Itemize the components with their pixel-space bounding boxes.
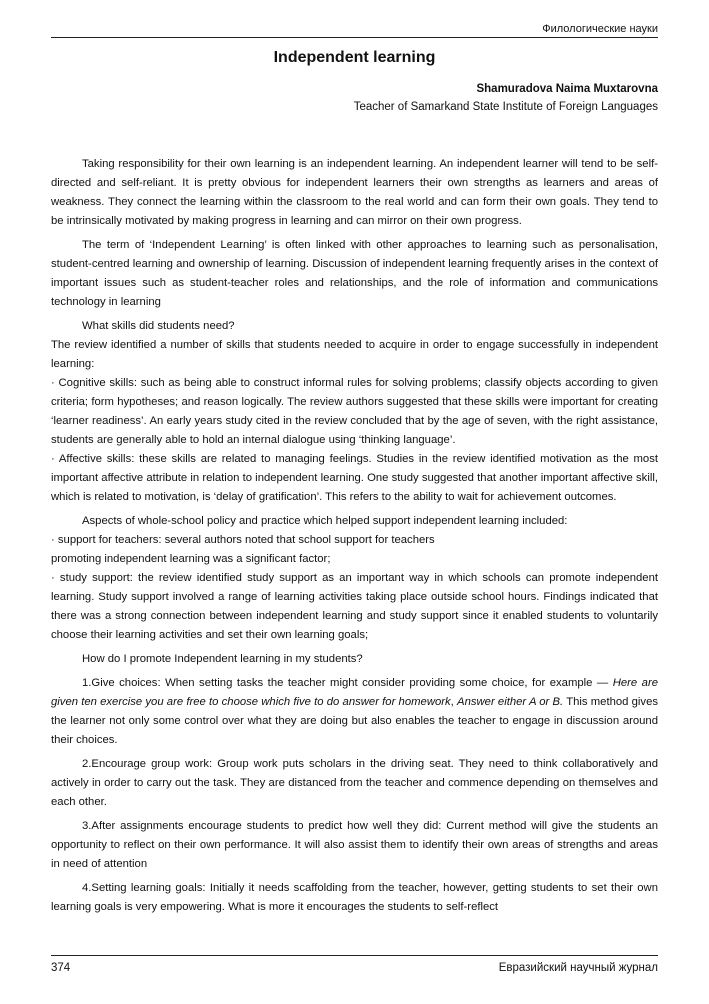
choices-example-1: Here are given ten exercise you are free to choose which five to do answer for homework (51, 677, 659, 708)
article-body (51, 155, 658, 917)
paragraph-teacher-support-a: · support for teachers: several authors noted that school support for teachers (51, 534, 435, 546)
paragraph-intro: Taking responsibility for their own learning is an independent learning. An independent learner will tend to be self-directed and self-reliant. It is pretty obvious for independent learners their own strengths as learners and areas of weakness. They connect the learning within the classroom to the real world and can form their own goals. They tend to be intrinsically motivated by making progress in learning and can mirror on their own progress. (51, 158, 658, 227)
paragraph-aspects-intro: Aspects of whole-school policy and practice which helped support independent learning included: (82, 515, 568, 527)
paragraph-term: The term of ‘Independent Learning’ is often linked with other approaches to learning such as personalisation, student-centred learning and ownership of learning. Discussion of independent learning frequently arises in the context of important issues such as student-teacher roles and relationships, and the role of information and communications technology in learning (51, 239, 658, 308)
header-rule (51, 37, 658, 38)
choices-text-a: 1.Give choices: When setting tasks the teacher might consider providing some choice, for example — (82, 677, 613, 689)
article-title: Independent learning (273, 49, 436, 66)
paragraph-affective-skills: · Affective skills: these skills are related to managing feelings. Studies in the review identified motivation as the most important affective attribute in relation to independent learning. One study suggested that another important affective skill, which is related to motivation, is ‘delay of gratification’. This refers to the ability to wait for achievement outcomes. (51, 453, 658, 503)
choices-text-c: This method gives the learner not only some control over what they are doing but also enables the teacher to engage in discussion around their choices. (51, 696, 659, 746)
choices-example-2: Answer either A or B. (457, 696, 564, 708)
paragraph-skills-review: The review identified a number of skills that students needed to acquire in order to engage successfully in independent learning: (51, 339, 658, 370)
running-head-section: Филологические науки (542, 23, 658, 35)
author-name: Shamuradova Naima Muxtarovna (476, 83, 658, 95)
paragraph-skills-question: What skills did students need? (82, 320, 235, 332)
page-number: 374 (51, 962, 71, 974)
paragraph-teacher-support-b: promoting independent learning was a significant factor; (51, 553, 331, 565)
journal-name: Евразийский научный журнал (498, 962, 658, 974)
journal-page (51, 22, 658, 982)
choices-text-b: , (450, 696, 458, 708)
paragraph-learning-goals: 4.Setting learning goals: Initially it needs scaffolding from the teacher, however, getting students to set their own learning goals is very empowering. What is more it encourages the students to self-reflect (51, 882, 658, 913)
paragraph-study-support: · study support: the review identified study support as an important way in which schools can promote independent learning. Study support involved a range of learning activities taking place outside school hours. Findings indicated that there was a strong connection between independent learning and study support since it enabled students to voluntarily choose their learning activities and set their own learning goals; (51, 572, 658, 641)
footer-rule (51, 955, 658, 956)
paragraph-promote-question: How do I promote Independent learning in my students? (82, 653, 363, 665)
paragraph-predict: 3.After assignments encourage students to predict how well they did: Current method will give the students an opportunity to reflect on their own performance. It will also assist them to identify their own areas of strengths and areas in need of attention (51, 820, 658, 870)
paragraph-cognitive-skills: · Cognitive skills: such as being able to construct informal rules for solving problems; classify objects according to given criteria; form hypotheses; and reason logically. The review authors suggested that these skills were important for creating ‘learner readiness’. An early years study cited in the review concluded that by the age of seven, with the right assistance, students are generally able to hold an internal dialogue using ‘thinking language’. (51, 377, 658, 446)
paragraph-group-work: 2.Encourage group work: Group work puts scholars in the driving seat. They need to think collaboratively and actively in order to carry out the task. They are distanced from the teacher and commence depending on themselves and each other. (51, 758, 658, 808)
paragraph-give-choices (51, 674, 658, 750)
page-footer (51, 955, 658, 974)
author-affiliation: Teacher of Samarkand State Institute of Foreign Languages (353, 101, 658, 113)
